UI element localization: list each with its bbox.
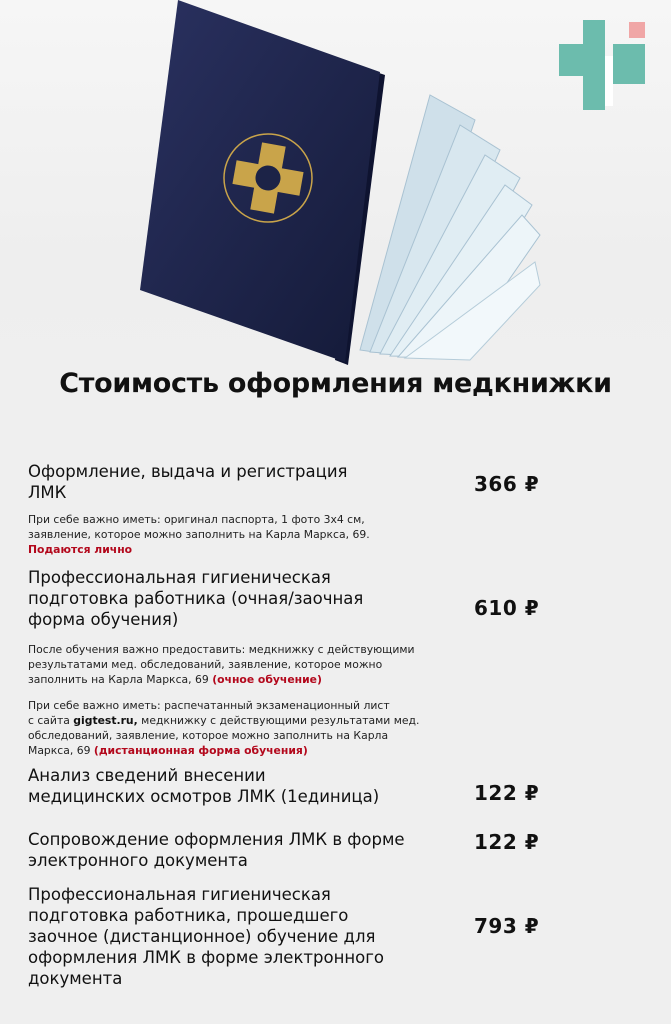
clinic-logo xyxy=(559,20,645,110)
page-title: Стоимость оформления медкнижки xyxy=(59,368,612,399)
service-title: Профессиональная гигиеническая подготовка работника, прошедшего заочное (дистанционное) обучение для оформления ЛМК в форме электронного документа xyxy=(28,885,385,988)
distance-badge: (дистанционная форма обучения) xyxy=(93,744,308,757)
medical-book-illustration xyxy=(130,0,550,370)
service-note: При себе важно иметь: распечатанный экзаменационный лист с сайта gigtest.ru, медкнижку с действующими результатами мед. обследований, заявление, которое можно заполнить на Карла Маркса, 69 (дистанционная форма обучения) xyxy=(28,699,420,757)
service-title: Оформление, выдача и регистрация ЛМК xyxy=(28,462,348,502)
service-note: После обучения важно предоставить: медкнижку с действующими результатами мед. обследований, заявление, которое можно заполнить на Карла Маркса, 69 (очное обучение) xyxy=(28,643,415,686)
in-person-badge: Подаются лично xyxy=(28,543,133,556)
service-title: Профессиональная гигиеническая подготовка работника (очная/заочная форма обучения) xyxy=(28,568,364,629)
service-price: 122 ₽ xyxy=(474,781,540,805)
service-title: Анализ сведений внесении медицинских осмотров ЛМК (1единица) xyxy=(28,766,380,806)
service-price: 366 ₽ xyxy=(474,472,540,496)
full-time-badge: (очное обучение) xyxy=(212,673,322,686)
service-price: 122 ₽ xyxy=(474,830,540,854)
hero-image-area xyxy=(0,0,671,370)
service-title: Сопровождение оформления ЛМК в форме электронного документа xyxy=(28,830,405,870)
service-price: 610 ₽ xyxy=(474,596,540,620)
service-price: 793 ₽ xyxy=(474,914,540,938)
site-link[interactable]: gigtest.ru, xyxy=(73,714,138,727)
service-note: При себе важно иметь: оригинал паспорта, 1 фото 3х4 см, заявление, которое можно заполнить на Карла Маркса, 69. Подаются лично xyxy=(28,512,428,557)
